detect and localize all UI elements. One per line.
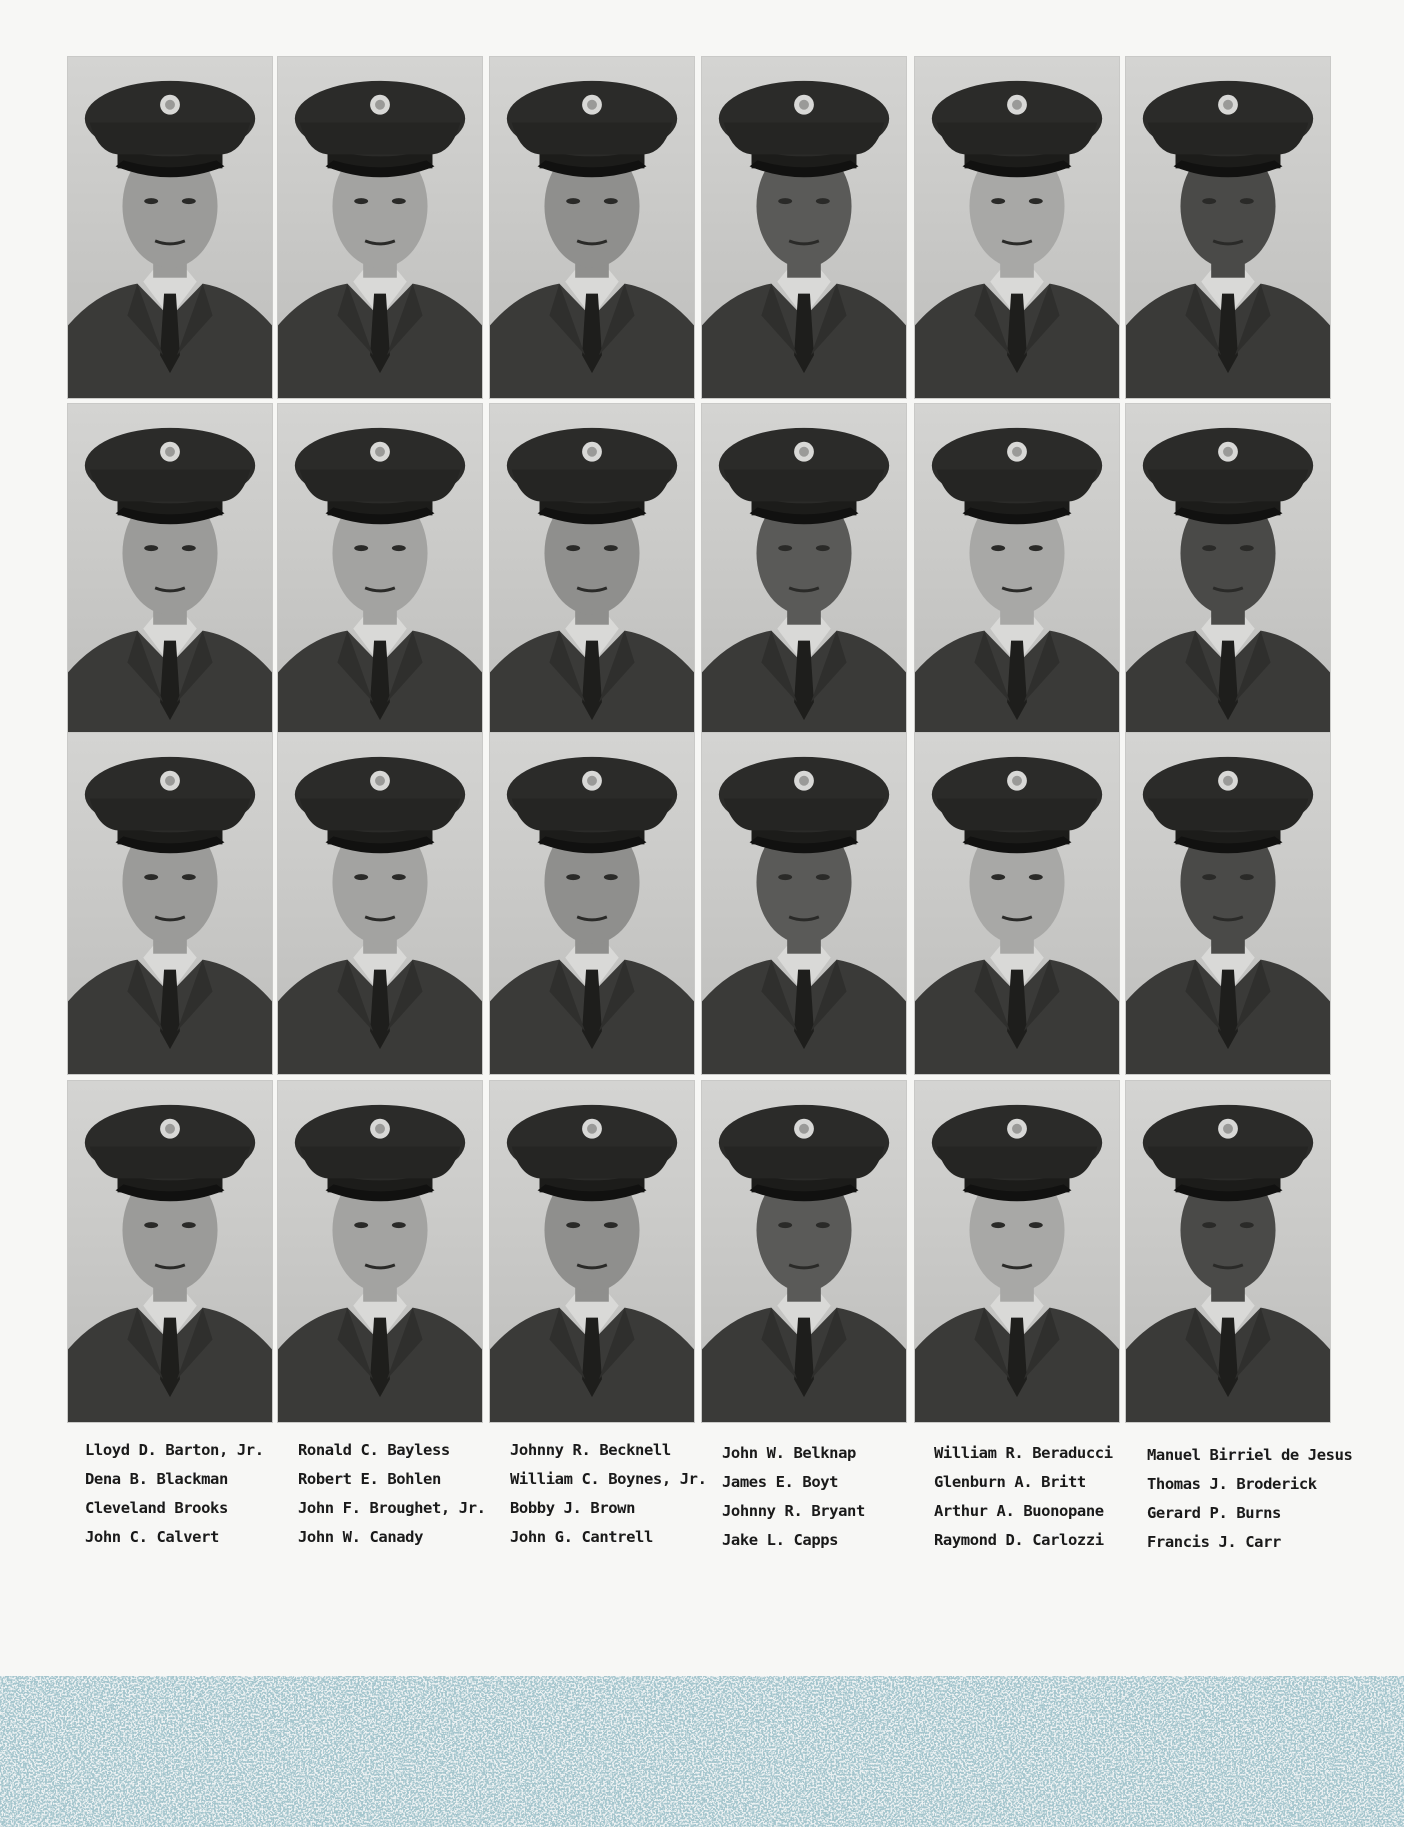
soldier-portrait	[1125, 1080, 1331, 1423]
soldier-name: Arthur A. Buonopane	[934, 1502, 1104, 1520]
soldier-name: John G. Cantrell	[510, 1528, 653, 1546]
soldier-name: Cleveland Brooks	[85, 1499, 228, 1517]
name-column	[510, 1436, 715, 1552]
soldier-portrait-icon	[1126, 733, 1330, 1074]
soldier-portrait-icon	[702, 733, 906, 1074]
soldier-portrait-icon	[915, 733, 1119, 1074]
soldier-name: Manuel Birriel de Jesus	[1147, 1446, 1353, 1464]
soldier-portrait-icon	[490, 733, 694, 1074]
soldier-portrait	[489, 1080, 695, 1423]
soldier-portrait	[67, 403, 273, 746]
soldier-name: Ronald C. Bayless	[298, 1441, 450, 1459]
soldier-name: William R. Beraducci	[934, 1444, 1113, 1462]
soldier-portrait	[701, 403, 907, 746]
soldier-portrait	[67, 1080, 273, 1423]
soldier-portrait	[914, 732, 1120, 1075]
soldier-portrait	[277, 732, 483, 1075]
soldier-portrait-icon	[702, 1081, 906, 1422]
soldier-name: Lloyd D. Barton, Jr.	[85, 1441, 264, 1459]
soldier-portrait	[701, 56, 907, 399]
soldier-name: James E. Boyt	[722, 1473, 839, 1491]
soldier-portrait-icon	[490, 1081, 694, 1422]
soldier-portrait	[277, 1080, 483, 1423]
soldier-portrait	[914, 403, 1120, 746]
soldier-name: Dena B. Blackman	[85, 1470, 228, 1488]
name-column	[1147, 1441, 1352, 1557]
soldier-portrait	[489, 732, 695, 1075]
soldier-portrait-icon	[490, 404, 694, 745]
soldier-portrait	[914, 1080, 1120, 1423]
name-column	[298, 1436, 503, 1552]
soldier-name: William C. Boynes, Jr.	[510, 1470, 707, 1488]
soldier-portrait-icon	[278, 57, 482, 398]
soldier-portrait-icon	[490, 57, 694, 398]
soldier-name: John C. Calvert	[85, 1528, 219, 1546]
soldier-portrait-icon	[915, 404, 1119, 745]
soldier-portrait	[1125, 403, 1331, 746]
soldier-portrait	[1125, 56, 1331, 399]
soldier-name: Johnny R. Bryant	[722, 1502, 865, 1520]
name-column	[722, 1439, 927, 1555]
soldier-name: John W. Canady	[298, 1528, 424, 1546]
soldier-portrait-icon	[68, 733, 272, 1074]
soldier-name: Bobby J. Brown	[510, 1499, 636, 1517]
soldier-name: Francis J. Carr	[1147, 1533, 1281, 1551]
soldier-name: Johnny R. Becknell	[510, 1441, 671, 1459]
soldier-portrait	[277, 403, 483, 746]
decorative-speckle-band	[0, 1676, 1404, 1827]
soldier-name: John F. Broughet, Jr.	[298, 1499, 486, 1517]
soldier-portrait-icon	[68, 404, 272, 745]
soldier-portrait	[914, 56, 1120, 399]
soldier-portrait-icon	[278, 404, 482, 745]
soldier-name: Thomas J. Broderick	[1147, 1475, 1317, 1493]
soldier-name: Gerard P. Burns	[1147, 1504, 1281, 1522]
soldier-portrait-icon	[702, 57, 906, 398]
soldier-portrait-icon	[1126, 57, 1330, 398]
soldier-portrait-icon	[915, 57, 1119, 398]
soldier-name: Raymond D. Carlozzi	[934, 1531, 1104, 1549]
soldier-name: Glenburn A. Britt	[934, 1473, 1086, 1491]
soldier-portrait	[701, 1080, 907, 1423]
soldier-portrait-icon	[702, 404, 906, 745]
soldier-portrait-icon	[278, 733, 482, 1074]
soldier-portrait-icon	[915, 1081, 1119, 1422]
soldier-name: John W. Belknap	[722, 1444, 856, 1462]
name-column	[934, 1439, 1139, 1555]
soldier-name: Robert E. Bohlen	[298, 1470, 441, 1488]
soldier-portrait	[489, 56, 695, 399]
soldier-portrait	[489, 403, 695, 746]
soldier-portrait	[67, 56, 273, 399]
soldier-portrait-icon	[1126, 404, 1330, 745]
soldier-portrait	[277, 56, 483, 399]
name-column	[85, 1436, 290, 1552]
soldier-portrait-icon	[68, 57, 272, 398]
soldier-name: Jake L. Capps	[722, 1531, 839, 1549]
soldier-portrait-icon	[278, 1081, 482, 1422]
soldier-portrait	[1125, 732, 1331, 1075]
soldier-portrait-icon	[1126, 1081, 1330, 1422]
soldier-portrait	[67, 732, 273, 1075]
soldier-portrait-icon	[68, 1081, 272, 1422]
soldier-portrait	[701, 732, 907, 1075]
